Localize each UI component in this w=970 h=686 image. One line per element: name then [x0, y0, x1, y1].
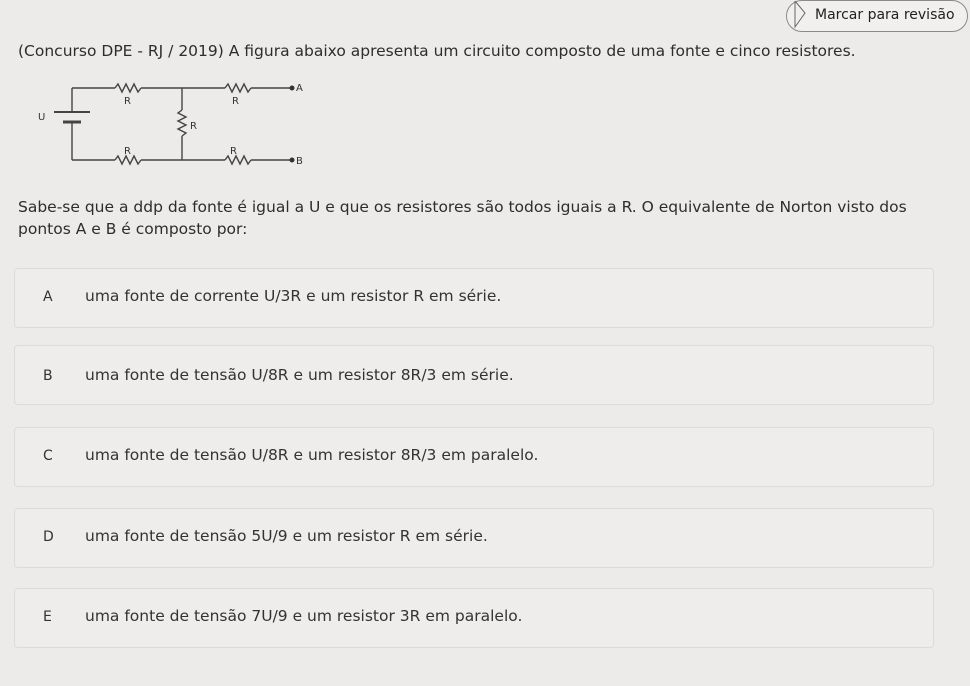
- option-c[interactable]: [14, 427, 934, 487]
- option-a[interactable]: [14, 268, 934, 328]
- resistor-label-middle: R: [190, 121, 197, 132]
- option-e-text: uma fonte de tensão 7U/9 e um resistor 3R em paralelo.: [85, 607, 523, 625]
- resistor-label-bottom-right: R: [230, 146, 237, 157]
- resistor-label-bottom-left: R: [124, 146, 131, 157]
- option-c-letter: C: [43, 448, 53, 464]
- source-label: U: [38, 112, 46, 123]
- terminal-b-label: B: [296, 156, 303, 167]
- resistor-label-top-right: R: [232, 96, 239, 107]
- option-e-letter: E: [43, 609, 52, 625]
- option-d[interactable]: [14, 508, 934, 568]
- question-statement: Sabe-se que a ddp da fonte é igual a U e que os resistores são todos iguais a R. O equivalente de Norton visto dos pontos A e B é composto por:: [18, 198, 907, 238]
- option-e[interactable]: [14, 588, 934, 648]
- terminal-a-label: A: [296, 83, 303, 94]
- option-b-letter: B: [43, 368, 53, 384]
- option-d-letter: D: [43, 529, 54, 545]
- terminal-b-dot: [290, 158, 295, 163]
- resistor-label-top-left: R: [124, 96, 131, 107]
- circuit-diagram: [30, 70, 320, 185]
- terminal-a-dot: [290, 86, 295, 91]
- bookmark-outline-icon: [793, 1, 807, 31]
- option-b-text: uma fonte de tensão U/8R e um resistor 8R/3 em série.: [85, 366, 514, 384]
- option-b[interactable]: [14, 345, 934, 405]
- option-a-letter: A: [43, 289, 53, 305]
- option-d-text: uma fonte de tensão 5U/9 e um resistor R em série.: [85, 527, 488, 545]
- question-text: (Concurso DPE - RJ / 2019) A figura abaixo apresenta um circuito composto de uma fonte e cinco resistores.: [18, 42, 856, 60]
- option-c-text: uma fonte de tensão U/8R e um resistor 8R/3 em paralelo.: [85, 446, 539, 464]
- mark-for-review-label: Marcar para revisão: [815, 7, 955, 23]
- mark-for-review-button[interactable]: [786, 0, 968, 32]
- option-a-text: uma fonte de corrente U/3R e um resistor R em série.: [85, 287, 502, 305]
